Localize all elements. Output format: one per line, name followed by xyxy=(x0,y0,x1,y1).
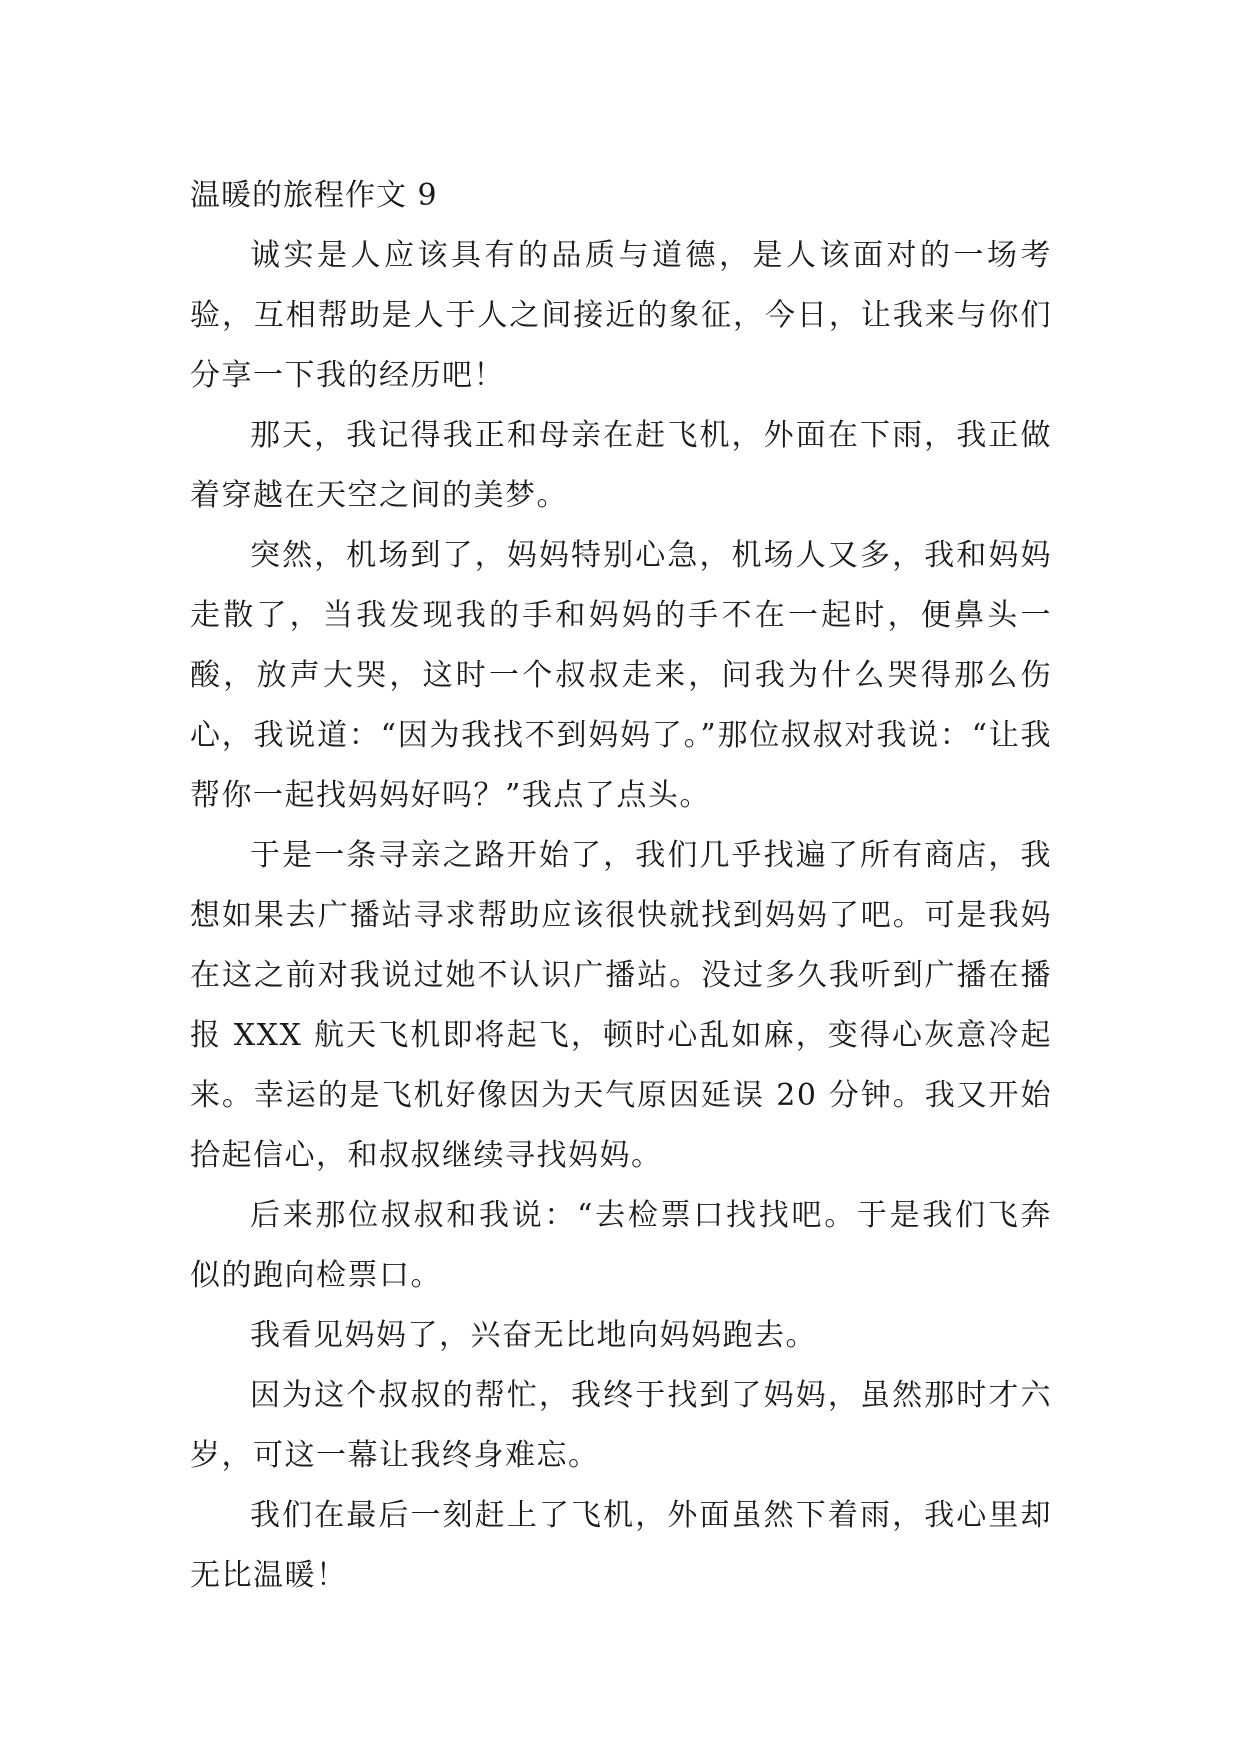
paragraph: 后来那位叔叔和我说：“去检票口找找吧。于是我们飞奔似的跑向检票口。 xyxy=(190,1198,1052,1293)
paragraph: 突然，机场到了，妈妈特别心急，机场人又多，我和妈妈走散了，当我发现我的手和妈妈的手不在一起时，便鼻头一酸，放声大哭，这时一个叔叔走来，问我为什么哭得那么伤心，我说道：“因为我找不到妈妈了。”那位叔叔对我说：“让我帮你一起找妈妈好吗？”我点了点头。 xyxy=(190,538,1052,813)
document-body xyxy=(190,166,1052,1606)
paragraph: 我看见妈妈了，兴奋无比地向妈妈跑去。 xyxy=(250,1318,817,1353)
document-title: 温暖的旅程作文 9 xyxy=(190,178,438,213)
paragraph: 因为这个叔叔的帮忙，我终于找到了妈妈，虽然那时才六岁，可这一幕让我终身难忘。 xyxy=(190,1378,1052,1473)
paragraph: 那天，我记得我正和母亲在赶飞机，外面在下雨，我正做着穿越在天空之间的美梦。 xyxy=(190,418,1052,513)
paragraph: 我们在最后一刻赶上了飞机，外面虽然下着雨，我心里却无比温暖！ xyxy=(190,1498,1052,1593)
paragraph: 诚实是人应该具有的品质与道德，是人该面对的一场考验，互相帮助是人于人之间接近的象征，今日，让我来与你们分享一下我的经历吧！ xyxy=(190,238,1052,393)
paragraph: 于是一条寻亲之路开始了，我们几乎找遍了所有商店，我想如果去广播站寻求帮助应该很快就找到妈妈了吧。可是我妈在这之前对我说过她不认识广播站。没过多久我听到广播在播报 XXX 航天飞机即将起飞，顿时心乱如麻，变得心灰意冷起来。幸运的是飞机好像因为天气原因延误 20 分钟。我又开始拾起信心，和叔叔继续寻找妈妈。 xyxy=(190,838,1052,1173)
